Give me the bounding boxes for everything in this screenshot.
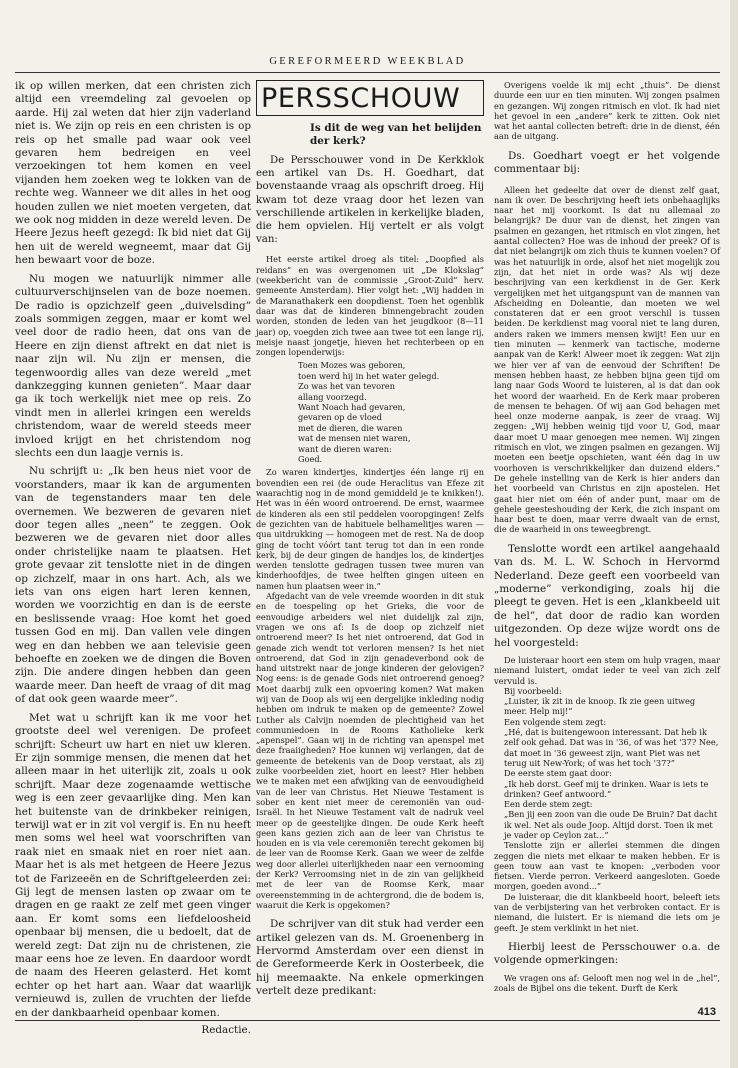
dialogue-line: „Hé, dat is buitengewoon interessant. Dat heb ik zelf ook gehad. Dat was in '36, of was het '37? Nee, dat moet in '36 geweest zijn, want Piet was net terug uit New-York; of was het toch '37?” [504, 727, 719, 768]
running-header: GEREFORMEERD WEEKBLAD [269, 56, 466, 67]
col1-paragraph: ik op willen merken, dat een christen zich altijd een vreemdeling zal gevoelen op aarde. Hij zal weten dat hier zijn vaderland niet is. We zijn op reis en een christen is op reis op het smalle pad waar ook veel gevaren hem bedreigen en veel verzoekingen tot hem komen en veel vijanden hem zoeken weg te lokken van de rechte weg. Wanneer we dit alles in het oog houden zullen we niet moeten vergeten, dat we ook nog midden in deze wereld leven. De Heere Jezus heeft gezegd: Ik bid niet dat Gij hen uit de wereld wegneemt, maar dat Gij hen bewaart voor de boze. [15, 80, 251, 267]
poem-line: Goed. [298, 454, 323, 465]
quoted-text: Alleen het gedeelte dat over de dienst zelf gaat, nam ik over. De beschrijving heeft iets onbehaaglijks naar het mij voorkomt. Is dat nu allemaal zo belangrijk? De duur van de dienst, het zingen van psalmen en gezangen, het ritmisch en vlot zingen, het aantal collecten? Hoe was de inhoud der preek? Of is dat niet belangrijk om zich thuis te kunnen voelen? Of was het natuurlijk in orde, alsof het niet mogelijk zou zijn, dat het niet in orde was? Als wij deze beschrijving van een kerkdienst in de Ger. Kerk vergelijken met het uitgangspunt van de mannen van Afscheiding en Doleantie, dan moeten we wel constateren dat er een groot verschil is tussen beiden. De kerkdienst mag vooral niet te lang duren, anders raken we immers mensen kwijt! Een uur en tien minuten — kenmerk van tactische, moderne aanpak van de Kerk! Alweer moet ik zeggen: Wat zijn we hier ver af van de eenvoud der Schriften! De mensen hebben haast, ze hebben bijna geen tijd om lang naar Gods Woord te luisteren, al is dat dan ook het woord der waarheid. En de Kerk maar proberen de mensen te behagen. Of wij aan God behagen met heel onze moderne aanpak, is zeer de vraag. Wij zeggen: „Wij hebben weinig tijd voor U, God, maar daar moet U maar genoegen mee nemen. Wij zingen ritmisch en vlot, we zingen psalmen en gezangen. Wij moeten een beetje opschieten, want één dag in uw voorhoven is verschrikkelijker dan duizend elders.” De gehele instelling van de Kerk is hier anders dan het voorbeeld van Christus en zijn apostelen. Het gaat hier niet om één of ander punt, maar om de gehele geesteshouding der Kerk, die zich inspant om haar best te doen, maar verre dwaalt van de ernst, die de waarheid in ons teweegbrengt. [494, 184, 720, 535]
page-number: 413 [697, 1006, 716, 1018]
dialogue-line: Een derde stem zegt: [504, 799, 593, 810]
body-paragraph: De schrijver van dit stuk had verder een artikel gelezen van ds. M. Groenenberg in Hervormd Amsterdam over een dienst in de Gereformeerde Kerk in Oosterbeek, die hij meemaakte. Na enkele opmerkingen vertelt deze predikant: [256, 918, 484, 998]
column-1 [15, 80, 251, 1036]
footer-rule [15, 1020, 720, 1021]
page-edge [730, 0, 738, 1068]
article-subtitle: Is dit de weg van het belijden der kerk? [310, 122, 482, 147]
quoted-text: Afgedacht van de vele vreemde woorden in dit stuk en de toespeling op het Grieks, die voor de eenvoudige arbeiders wel niet duidelijk zal zijn, vragen we ons af: Is de doop op zichzelf niet ontroerend meer? Is het niet ontroerend, dat God in genade zich wendt tot verloren mensen? Is het niet ontroerend, dat God in zijn genadeverbond ook de hand uitstrekt naar de jonge kinderen der gelovigen? Nog eens: is de genade Gods niet ontroerend genoeg? Moet daarbij zulk een opvoering komen? Wat maken wij van de Doop als wij een dergelijke inkleding nodig hebben om indruk te maken op de gemeente? Zowel Luther als Calvijn noemden de plechtigheid van het communiedoen in de Rooms Katholieke kerk „apenspel”. Gaan wij in de richting van apenspel met deze fraaiigheden? Hoe kunnen wij verlangen, dat de gemeente de betekenis van de Doop verstaat, als zij zulke voorbeelden ziet, hoort en leest? Hier hebben we te maken met een afwijking van de eenvoudigheid van de leer van Christus. Het Nieuwe Testament is sober en kent niet meer de ceremoniën van oud-Israël. In het Nieuwe Testament valt de nadruk veel meer op de geestelijke dingen. De oude Kerk heeft geen kans gezien zich aan de leer van Christus te houden en is via vele ceremoniën terecht gekomen bij de leer van de Roomse Kerk. Gaan we weer de zelfde weg door allerlei uiterlijkheden naar een vernooming der Kerk? Verroomsing niet in de zin van gelijkheid met de leer van de Roomse Kerk, maar overeenstemming in de achtergrond, die de bodem is, waaruit die Kerk is opgekomen? [256, 591, 484, 910]
dialogue [494, 686, 720, 840]
quoted-text: De luisteraar hoort een stem om hulp vragen, maar niemand luistert, omdat ieder te veel van zich zelf vervuld is. [494, 654, 720, 686]
poem-line: wat de mensen niet waren, [298, 433, 411, 444]
poem-line: allang voorzegd. [298, 391, 367, 402]
signature: Redactie. [201, 1024, 251, 1037]
section-masthead: PERSSCHOUW [256, 80, 484, 116]
dialogue-line: „Luister, ik zit in de knoop. Ik zie geen uitweg meer. Help mij!” [504, 696, 696, 717]
quoted-text: Zo waren kindertjes, kindertjes één lange rij en bovendien een rei (de oude Heraclitus van Efeze zit waarachtig nog in de mond gemiddeld je te knikken!). Het was in één woord ontroerend. De ernst, waarmee de kinderen als een stil peddelen vooropgingen! Zelfs de gezichten van de habituele belhamelitjes waren — qua uitdrukking — homogeen met de rest. Na de doop ging de tocht vóórt tant terug tot dan in een ronde kerk, bij de deur gingen de handjes los, de kindertjes werden tenslotte gedragen tussen twee muren van kinderhoofdjes, de twee helften gingen uiteen en namen hun plaatsen weer in.” [256, 467, 484, 591]
intro-paragraph: De Persschouwer vond in De Kerkklok een artikel van Ds. H. Goedhart, dat bovenstaande vraag als opschrift droeg. Hij kwam tot deze vraag door het lezen van verschillende artikelen in kerkelijke bladen, die hem opvielen. Hij vertelt er als volgt van: [256, 155, 484, 246]
dialogue-line: „Ben jij een zoon van die oude De Bruin? Dat dacht ik wel. Net als oude Joop. Altijd dorst. Toen ik met je vader op Ceylon zat...” [504, 809, 718, 840]
dialogue-line: De eerste stem gaat door: [504, 768, 612, 779]
col1-paragraph: Nu schrijft u: „Ik ben heus niet voor de voorstanders, maar ik kan de argumenten van de tegenstanders maar ten dele overnemen. We bezweren de gevaren niet door tegen alles „neen” te zeggen. Ook bezweren we de gevaren niet door alles onder christelijke naam te plaatsen. Het grote gevaar zit tenslotte niet in de dingen op zichzelf, maar in ons hart. Ach, als we iets van ons eigen hart leren kennen, worden we voorzichtig en dan is de eerste en beslissende vraag: Hoe komt het goed tussen God en mij. Dan vallen vele dingen weg en dan hebben we aan televisie geen behoefte en zoeken we de dingen die Boven zijn. Die andere dingen hebben dan geen waarde meer. Dan heeft de vraag of dit mag of dat ook geen waarde meer”. [15, 465, 251, 706]
poem-line: Zo was het van tevoren [298, 381, 396, 392]
header-rule [15, 72, 720, 73]
quoted-text: Overigens voelde ik mij echt „thuis”. De dienst duurde een uur en tien minuten. Wij zongen psalmen en gezangen. Wij zongen ritmisch en vlot. Ik had niet het gevoel in een „andere” kerk te zitten. Ook niet wat het aantal collecten betreft: drie in de dienst, één aan de uitgang. [494, 80, 720, 142]
poem-line: gevaren op de vloed [298, 412, 382, 423]
column-2 [256, 80, 484, 999]
poem-line: toen werd hij in het water gelegd. [298, 370, 440, 381]
quoted-text: Het eerste artikel droeg als titel: „Doopfied als reidans” en was overgenomen uit „De Klokslag” (weekbericht van de commissie „Groot-Zuid” herv. gemeente Amsterdam). Hier volgt het: „Wij hadden in de Maranathakerk een doopdienst. Toen het ogenblik daar was dat de kinderen binnengebracht zouden worden, stonden de leden van het jeugdkoor (8—11 jaar) op, voegden zich twee aan twee tot een lange rij, meisje naast jongetje, hieven het rechterbeen op en zongen lopenderwijs: [256, 254, 484, 358]
col1-paragraph: Met wat u schrijft kan ik me voor het grootste deel wel verenigen. De profeet schrijft: Scheurt uw hart en niet uw kleren. Er zijn sommige mensen, die menen dat het alleen maar in het uiterlijk zit, zoals u ook schrijft. Maar deze zogenaamde wettische weg is een zeer gevaarlijke ding. Men kan het buitenste van de drinkbeker reinigen, terwijl wat er in zit vol vergif is. En nu heeft men soms wel heel wat voorschriften van raak niet en smaak niet en roer niet aan. Maar het is als met hetgeen de Heere Jezus tot de Farizeeën en de Schriftgeleerden zei: Gij legt de mensen lasten op zwaar om te dragen en ge raakt ze zelf met geen vinger aan. Er komt soms een liefdeloosheid openbaar bij mensen, die u bedoelt, dat de wereld zegt: Dat zijn nu de christenen, zie maar eens hoe ze leven. En daardoor wordt de naam des Heeren gelasterd. Het komt echter op het hart aan. Waar dat waarlijk vernieuwd is, zullen de vruchten der liefde en der dankbaarheid openbaar komen. [15, 711, 251, 1019]
body-paragraph: Tenslotte wordt een artikel aangehaald van ds. M. L. W. Schoch in Hervormd Nederland. Deze geeft een voorbeeld van „moderne” verkondiging, zoals hij die pleegt te geven. Het is een „klankbeeld uit de hel”, dat door de radio kan worden uitgezonden. Op deze wijze wordt ons de hel voorgesteld: [494, 542, 720, 649]
quoted-text: Tenslotte zijn er allerlei stemmen die dingen zeggen die niets met elkaar te maken hebben. Er is geen touw aan vast te knopen: „verboden voor fietsen. Vierde perron. Verkeerd aangesloten. Goede morgen, goeden avond...” [494, 840, 720, 892]
dialogue-line: „Ik heb dorst. Geef mij te drinken. Waar is iets te drinken? Geef antwoord.” [504, 778, 709, 799]
dialogue-line: Een volgende stem zegt: [504, 716, 607, 727]
body-paragraph: Ds. Goedhart voegt er het volgende commentaar bij: [494, 149, 720, 176]
quoted-text: De luisteraar, die dit klankbeeld hoort, beleeft iets van de verbijstering van het verbroken contact. Er is niemand, die luistert. Er is niemand die iets om je geeft. Je stem verklinkt in het niet. [494, 891, 720, 933]
quoted-text: We vragen ons af: Gelooft men nog wel in de „hel”, zoals de Bijbel ons die tekent. Durft de Kerk [494, 972, 720, 994]
poem-line: met de dieren, die waren [298, 422, 403, 433]
poem [298, 360, 484, 464]
poem-line: Want Noach had gevaren, [298, 402, 406, 413]
column-3 [494, 80, 720, 993]
dialogue-line: Bij voorbeeld: [504, 685, 562, 696]
poem-line: Toen Mozes was geboren, [298, 360, 406, 371]
poem-line: want de dieren waren: [298, 443, 392, 454]
body-paragraph: Hierbij leest de Persschouwer o.a. de volgende opmerkingen: [494, 940, 720, 967]
col1-paragraph: Nu mogen we natuurlijk nimmer alle cultuurverschijnselen van de boze noemen. De radio is opzichzelf geen „duivelsding” zoals sommigen zeggen, maar er komt wel veel door de radio heen, dat ons van de Heere en zijn dienst aftrekt en dat niet is naar zijn wil. Nu zijn er mensen, die tegenwoordig alles van deze wereld „met dankzegging kunnen genieten”. Maar daar ga ik toch werkelijk niet mee op reis. Zo vindt men in allerlei kringen een werelds christendom, waar de wereld steeds meer invloed krijgt en het christendom nog slechts een dun laagje vernis is. [15, 272, 251, 459]
